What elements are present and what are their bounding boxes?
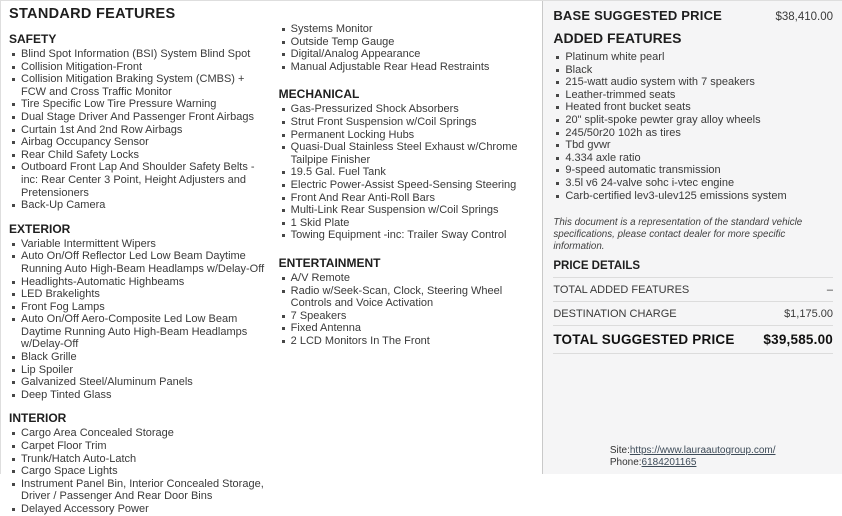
price-detail-label: DESTINATION CHARGE: [553, 308, 677, 321]
interior-continued-feature-list: [279, 23, 541, 73]
feature-item: Blind Spot Information (BSI) System Blind Spot: [9, 48, 271, 61]
feature-item: Electric Power-Assist Speed-Sensing Steering: [279, 179, 541, 192]
section-heading-mechanical: MECHANICAL: [278, 87, 360, 102]
base-price-row: [553, 8, 833, 23]
added-feature-item: Leather-trimmed seats: [553, 89, 833, 102]
page-title: STANDARD FEATURES: [9, 6, 176, 22]
added-feature-item: Carb-certified lev3-ulev125 emissions system: [553, 190, 833, 203]
feature-item: Deep Tinted Glass: [9, 389, 271, 402]
feature-item: Strut Front Suspension w/Coil Springs: [279, 116, 541, 129]
mechanical-feature-list: [279, 103, 541, 242]
section-heading-safety: SAFETY: [9, 32, 57, 46]
feature-item: Headlights-Automatic Highbeams: [9, 276, 271, 289]
panel-footer: [543, 445, 842, 470]
feature-item: Radio w/Seek-Scan, Clock, Steering Wheel Controls and Voice Activation: [279, 285, 541, 310]
feature-item: Outboard Front Lap And Shoulder Safety Belts -inc: Rear Center 3 Point, Height Adjusters and Pretensioners: [9, 161, 271, 199]
price-detail-value: –: [826, 284, 833, 297]
feature-item: Black Grille: [9, 351, 271, 364]
added-features-heading: ADDED FEATURES: [553, 30, 682, 46]
feature-item: Manual Adjustable Rear Head Restraints: [279, 61, 541, 74]
phone-label: Phone:: [609, 457, 642, 468]
price-details-rows: [553, 277, 833, 325]
feature-item: Back-Up Camera: [9, 199, 271, 212]
feature-item: Fixed Antenna: [279, 322, 541, 335]
section-heading-exterior: EXTERIOR: [9, 221, 71, 236]
feature-item: 2 LCD Monitors In The Front: [279, 335, 541, 348]
feature-item: Quasi-Dual Stainless Steel Exhaust w/Chrome Tailpipe Finisher: [279, 141, 541, 166]
interior-feature-list: [9, 427, 271, 515]
feature-item: Front Fog Lamps: [9, 301, 271, 314]
safety-feature-list: [9, 48, 271, 212]
feature-item: Gas-Pressurized Shock Absorbers: [279, 103, 541, 116]
feature-item: Cargo Area Concealed Storage: [9, 427, 271, 440]
added-feature-item: Platinum white pearl: [553, 51, 833, 64]
price-detail-label: TOTAL ADDED FEATURES: [553, 284, 690, 297]
feature-item: Outside Temp Gauge: [279, 36, 541, 49]
feature-item: Systems Monitor: [279, 23, 541, 36]
feature-item: 7 Speakers: [279, 310, 541, 323]
added-feature-item: 4.334 axle ratio: [553, 152, 833, 165]
feature-item: Instrument Panel Bin, Interior Concealed Storage, Driver / Passenger And Rear Door Bins: [9, 478, 271, 503]
feature-item: Tire Specific Low Tire Pressure Warning: [9, 98, 271, 111]
feature-item: Dual Stage Driver And Passenger Front Airbags: [9, 111, 271, 124]
added-feature-item: 9-speed automatic transmission: [553, 164, 833, 177]
feature-item: Permanent Locking Hubs: [279, 129, 541, 142]
added-feature-item: 3.5l v6 24-valve sohc i-vtec engine: [553, 177, 833, 190]
price-panel: [542, 1, 842, 474]
feature-item: 1 Skid Plate: [279, 217, 541, 230]
feature-item: Curtain 1st And 2nd Row Airbags: [9, 124, 271, 137]
phone-link[interactable]: 6184201165: [641, 457, 697, 468]
base-price-label: BASE SUGGESTED PRICE: [553, 8, 723, 23]
site-line: [610, 445, 776, 457]
standard-features-column-1: [1, 1, 273, 515]
feature-item: Lip Spoiler: [9, 364, 271, 377]
feature-item: Multi-Link Rear Suspension w/Coil Springs: [279, 204, 541, 217]
added-feature-item: Tbd gvwr: [553, 139, 833, 152]
added-feature-item: 245/50r20 102h as tires: [553, 127, 833, 140]
site-label: Site:: [609, 445, 630, 456]
section-mechanical: [279, 87, 541, 242]
phone-line: [610, 457, 776, 469]
price-detail-row: [553, 277, 833, 301]
added-features-list: [553, 51, 833, 202]
section-heading-entertainment: ENTERTAINMENT: [278, 255, 381, 270]
price-detail-row: [553, 301, 833, 325]
site-link[interactable]: https://www.lauraautogroup.com/: [629, 445, 776, 456]
feature-item: A/V Remote: [279, 272, 541, 285]
total-price-label: TOTAL SUGGESTED PRICE: [553, 332, 735, 348]
feature-item: Galvanized Steel/Aluminum Panels: [9, 376, 271, 389]
added-feature-item: 20" split-spoke pewter gray alloy wheels: [553, 114, 833, 127]
feature-item: LED Brakelights: [9, 288, 271, 301]
feature-item: Collision Mitigation Braking System (CMBS) + FCW and Cross Traffic Monitor: [9, 73, 271, 98]
price-details-heading: PRICE DETAILS: [553, 260, 641, 273]
feature-item: Carpet Floor Trim: [9, 440, 271, 453]
section-interior: [9, 411, 271, 515]
section-safety: [9, 32, 271, 212]
feature-item: Towing Equipment -inc: Trailer Sway Control: [279, 229, 541, 242]
feature-item: 19.5 Gal. Fuel Tank: [279, 166, 541, 179]
price-detail-value: $1,175.00: [784, 308, 833, 321]
feature-item: Cargo Space Lights: [9, 465, 271, 478]
disclaimer-text: This document is a representation of the standard vehicle specifications, please contact dealer for more specific information.: [553, 217, 803, 253]
exterior-feature-list: [9, 238, 271, 402]
feature-item: Auto On/Off Reflector Led Low Beam Daytime Running Auto High-Beam Headlamps w/Delay-Off: [9, 250, 271, 275]
total-price-value: $39,585.00: [763, 332, 833, 348]
feature-item: Collision Mitigation-Front: [9, 61, 271, 74]
feature-item: Airbag Occupancy Sensor: [9, 136, 271, 149]
section-entertainment: [279, 256, 541, 348]
feature-item: Auto On/Off Aero-Composite Led Low Beam Daytime Running Auto High-Beam Headlamps w/Delay-Off: [9, 313, 271, 351]
feature-item: Variable Intermittent Wipers: [9, 238, 271, 251]
added-feature-item: 215-watt audio system with 7 speakers: [553, 76, 833, 89]
feature-item: Front And Rear Anti-Roll Bars: [279, 192, 541, 205]
feature-item: Rear Child Safety Locks: [9, 149, 271, 162]
section-interior-continued: [279, 23, 541, 73]
added-feature-item: Heated front bucket seats: [553, 101, 833, 114]
base-price-value: $38,410.00: [775, 11, 833, 23]
entertainment-feature-list: [279, 272, 541, 348]
standard-features-column-2: [273, 1, 543, 474]
section-heading-interior: INTERIOR: [9, 411, 67, 426]
added-feature-item: Black: [553, 64, 833, 77]
feature-item: Delayed Accessory Power: [9, 503, 271, 516]
feature-item: Trunk/Hatch Auto-Latch: [9, 453, 271, 466]
total-price-row: [553, 325, 833, 354]
feature-item: Digital/Analog Appearance: [279, 48, 541, 61]
section-exterior: [9, 222, 271, 402]
